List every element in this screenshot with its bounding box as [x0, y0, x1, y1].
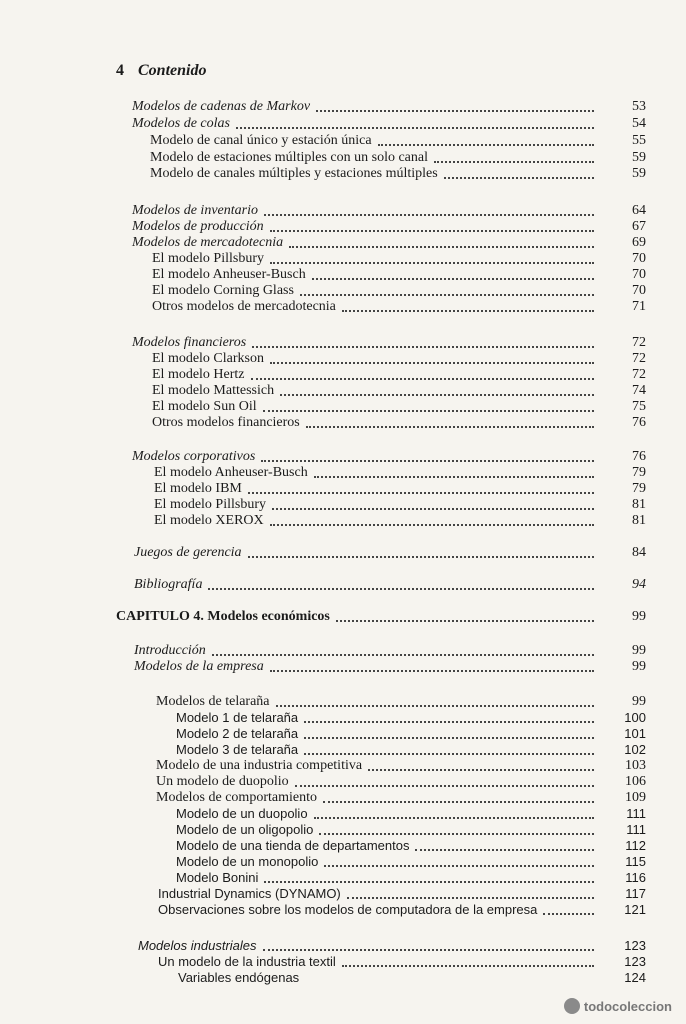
toc-entry: Modelos de la empresa 99: [134, 659, 646, 674]
toc-entry: Modelos de mercadotecnia 69: [132, 235, 646, 250]
toc-entry: Modelos de telaraña 99: [156, 694, 646, 709]
toc-entry: El modelo Hertz 72: [152, 367, 646, 382]
watermark-text: todocoleccion: [583, 998, 672, 1014]
toc-entry: Modelo de canales múltiples y estaciones múltiples 59: [150, 166, 646, 181]
toc-entry: El modelo Mattessich 74: [152, 383, 646, 398]
toc-entry: El modelo Pillsbury 70: [152, 251, 646, 266]
toc-entry: Modelo de un duopolio 111: [176, 806, 646, 821]
toc-entry: Industrial Dynamics (DYNAMO) 117: [158, 886, 646, 901]
toc-entry: Modelos de colas 54: [132, 116, 646, 131]
toc-entry: Un modelo de la industria textil 123: [158, 954, 646, 969]
toc-entry: Modelos de producción 67: [132, 219, 646, 234]
toc-entry: Modelos financieros 72: [132, 335, 646, 350]
toc-entry: El modelo Pillsbury 81: [154, 497, 646, 512]
toc-entry: Modelo 2 de telaraña 101: [176, 726, 646, 741]
toc-entry: Modelos de inventario 64: [132, 203, 646, 218]
toc-entry: Observaciones sobre los modelos de computadora de la empresa 121: [158, 902, 646, 917]
toc-entry: Introducción 99: [134, 643, 646, 658]
toc-entry-page: 124: [624, 970, 646, 985]
toc-entry: Modelo de canal único y estación única 55: [150, 133, 646, 148]
toc-entry: El modelo Corning Glass 70: [152, 283, 646, 298]
toc-entry: El modelo XEROX 81: [154, 513, 646, 528]
toc-entry: El modelo IBM 79: [154, 481, 646, 496]
toc-entry: Modelo 1 de telaraña 100: [176, 710, 646, 725]
chapter-heading: CAPITULO 4. Modelos económicos 99: [116, 609, 646, 624]
toc-entry: Modelos de comportamiento 109: [156, 790, 646, 805]
toc-entry: El modelo Anheuser-Busch 79: [154, 465, 646, 480]
toc-entry: Modelo de una industria competitiva 103: [156, 758, 646, 773]
toc-entry: Juegos de gerencia 84: [134, 545, 646, 560]
toc-entry: Modelo de un oligopolio 111: [176, 822, 646, 837]
toc-entry: Modelos corporativos 76: [132, 449, 646, 464]
toc-entry: Un modelo de duopolio 106: [156, 774, 646, 789]
toc-entry: Modelos industriales 123: [138, 938, 646, 953]
running-head: [116, 62, 206, 80]
watermark-logo-icon: [564, 998, 580, 1014]
toc-entry: El modelo Clarkson 72: [152, 351, 646, 366]
toc-entry: Otros modelos financieros 76: [152, 415, 646, 430]
toc-entry: Modelo de una tienda de departamentos 112: [176, 838, 646, 853]
toc-entry: Modelo de estaciones múltiples con un solo canal 59: [150, 150, 646, 165]
toc-entry: Otros modelos de mercadotecnia 71: [152, 299, 646, 314]
running-title: Contenido: [138, 62, 207, 79]
toc-entry: Modelos de cadenas de Markov 53: [132, 99, 646, 114]
toc-entry: Modelo 3 de telaraña 102: [176, 742, 646, 757]
toc-entry: El modelo Sun Oil 75: [152, 399, 646, 414]
toc-entry: Bibliografía 94: [134, 577, 646, 592]
toc-entry: Variables endógenas: [178, 970, 300, 985]
toc-entry: Modelo de un monopolio 115: [176, 854, 646, 869]
toc-entry: El modelo Anheuser-Busch 70: [152, 267, 646, 282]
page-number: 4: [116, 62, 124, 79]
toc-entry: Modelo Bonini 116: [176, 870, 646, 885]
watermark: [564, 998, 672, 1014]
